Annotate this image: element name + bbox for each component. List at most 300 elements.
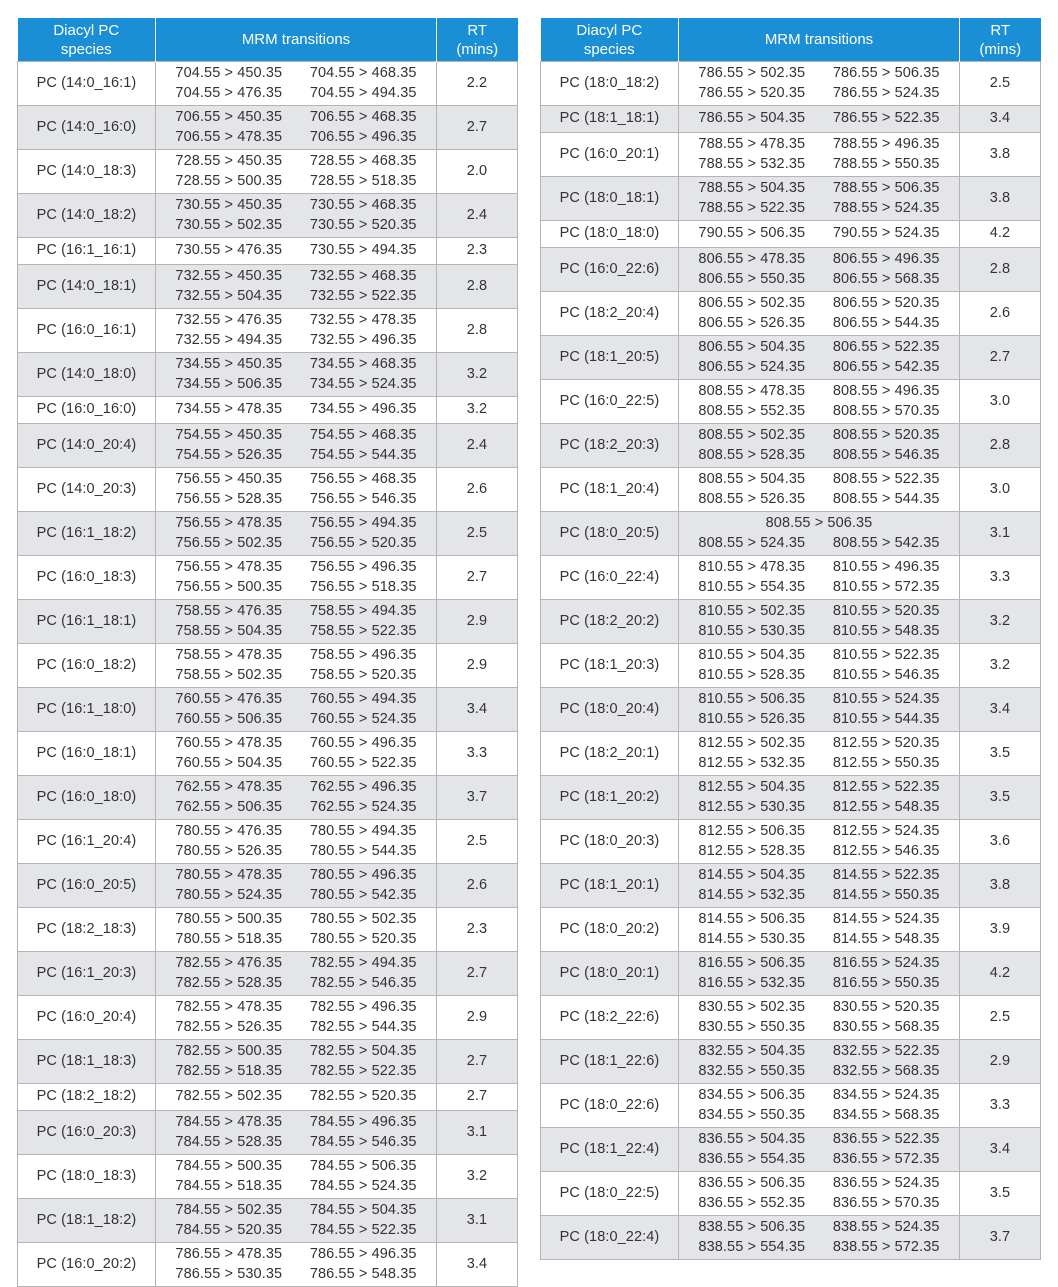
rt-cell: 3.2	[437, 353, 518, 397]
transition-value: 808.55 > 542.35	[832, 534, 940, 551]
rt-cell: 2.6	[437, 468, 518, 512]
rt-cell: 2.8	[960, 248, 1041, 292]
transition-value: 838.55 > 506.35	[698, 1219, 806, 1235]
transition-value: 816.55 > 532.35	[698, 974, 806, 991]
species-cell: PC (18:0_18:1)	[541, 177, 679, 221]
transition-value: 834.55 > 568.35	[832, 1106, 940, 1123]
transitions-cell	[156, 644, 437, 688]
species-cell: PC (16:1_18:2)	[18, 512, 156, 556]
species-cell: PC (16:1_16:1)	[18, 238, 156, 265]
transitions-cell	[156, 600, 437, 644]
transition-value: 830.55 > 520.35	[832, 999, 940, 1015]
transition-line	[156, 534, 436, 554]
transition-value: 782.55 > 494.35	[309, 955, 417, 971]
transition-value: 760.55 > 496.35	[309, 735, 417, 751]
table-row	[18, 512, 518, 556]
transition-value: 814.55 > 504.35	[698, 867, 806, 883]
transition-line	[156, 311, 436, 331]
transition-line	[679, 1194, 959, 1214]
species-cell: PC (14:0_20:3)	[18, 468, 156, 512]
transition-value: 760.55 > 476.35	[175, 691, 283, 707]
rt-cell: 3.9	[960, 908, 1041, 952]
table-row	[541, 292, 1041, 336]
transitions-cell	[679, 380, 960, 424]
transitions-cell	[679, 732, 960, 776]
rt-cell: 3.7	[437, 776, 518, 820]
transition-line	[679, 622, 959, 642]
transition-value: 756.55 > 450.35	[175, 471, 283, 487]
transition-value: 732.55 > 476.35	[175, 312, 283, 328]
table-row	[18, 776, 518, 820]
transition-value: 810.55 > 544.35	[832, 710, 940, 727]
transition-line	[679, 470, 959, 490]
rt-cell: 3.5	[960, 1172, 1041, 1216]
table-row	[541, 177, 1041, 221]
species-cell: PC (16:0_20:2)	[18, 1243, 156, 1287]
rt-cell: 3.4	[960, 1128, 1041, 1172]
species-cell: PC (18:1_18:2)	[18, 1199, 156, 1243]
transition-line	[156, 734, 436, 754]
transition-value: 808.55 > 524.35	[698, 534, 806, 551]
transitions-cell	[156, 1199, 437, 1243]
transition-line	[679, 886, 959, 906]
rt-cell: 2.4	[437, 424, 518, 468]
rt-cell: 3.4	[960, 106, 1041, 133]
transition-value: 756.55 > 518.35	[309, 578, 417, 595]
transition-value: 782.55 > 520.35	[309, 1088, 417, 1105]
transition-line	[156, 128, 436, 148]
transition-line	[156, 216, 436, 236]
transition-value: 760.55 > 504.35	[175, 754, 283, 771]
species-cell: PC (18:2_18:2)	[18, 1084, 156, 1111]
transitions-cell	[156, 468, 437, 512]
transition-value: 762.55 > 506.35	[175, 798, 283, 815]
transition-value: 732.55 > 494.35	[175, 331, 283, 348]
transition-value: 782.55 > 546.35	[309, 974, 417, 991]
transition-value: 810.55 > 504.35	[698, 647, 806, 663]
transition-value: 806.55 > 502.35	[698, 295, 806, 311]
table-row	[541, 776, 1041, 820]
species-cell: PC (16:0_18:2)	[18, 644, 156, 688]
transition-value: 780.55 > 520.35	[309, 930, 417, 947]
transition-line	[679, 84, 959, 104]
transition-value: 830.55 > 502.35	[698, 999, 806, 1015]
rt-cell: 2.7	[437, 106, 518, 150]
transitions-cell	[156, 732, 437, 776]
transition-value: 780.55 > 502.35	[309, 911, 417, 927]
transitions-cell	[156, 820, 437, 864]
header-transitions	[156, 18, 437, 62]
transition-line	[156, 954, 436, 974]
species-cell: PC (18:1_18:3)	[18, 1040, 156, 1084]
transition-value: 786.55 > 524.35	[832, 84, 940, 101]
transition-value: 762.55 > 496.35	[309, 779, 417, 795]
transitions-cell	[156, 150, 437, 194]
transition-value: 730.55 > 520.35	[309, 216, 417, 233]
species-cell: PC (18:0_22:4)	[541, 1216, 679, 1260]
transition-line	[156, 754, 436, 774]
transitions-cell	[679, 644, 960, 688]
transition-value: 758.55 > 496.35	[309, 647, 417, 663]
rt-cell: 3.8	[960, 177, 1041, 221]
rt-cell: 3.7	[960, 1216, 1041, 1260]
table-row	[18, 556, 518, 600]
transition-value: 788.55 > 504.35	[698, 180, 806, 196]
right-table-body	[541, 62, 1041, 1260]
transitions-cell	[679, 908, 960, 952]
transition-value: 756.55 > 528.35	[175, 490, 283, 507]
transition-value: 808.55 > 544.35	[832, 490, 940, 507]
transition-value: 788.55 > 522.35	[698, 199, 806, 216]
transition-value: 756.55 > 546.35	[309, 490, 417, 507]
rt-cell: 3.2	[437, 397, 518, 424]
transitions-cell	[156, 62, 437, 106]
transition-value: 758.55 > 494.35	[309, 603, 417, 619]
rt-cell: 3.0	[960, 468, 1041, 512]
transition-value: 814.55 > 548.35	[832, 930, 940, 947]
species-cell: PC (14:0_18:2)	[18, 194, 156, 238]
transitions-cell	[156, 238, 437, 265]
transition-value: 810.55 > 530.35	[698, 622, 806, 639]
table-row	[541, 644, 1041, 688]
transitions-cell	[679, 556, 960, 600]
rt-cell: 2.8	[437, 309, 518, 353]
species-cell: PC (18:2_20:2)	[541, 600, 679, 644]
transition-line	[679, 1174, 959, 1194]
rt-cell: 2.0	[437, 150, 518, 194]
species-cell: PC (16:0_20:5)	[18, 864, 156, 908]
transition-value: 812.55 > 520.35	[832, 735, 940, 751]
transition-value: 728.55 > 500.35	[175, 172, 283, 189]
transition-line	[679, 1042, 959, 1062]
transition-value: 806.55 > 526.35	[698, 314, 806, 331]
transition-line	[156, 331, 436, 351]
species-cell: PC (18:0_20:5)	[541, 512, 679, 556]
species-cell: PC (18:0_18:0)	[541, 221, 679, 248]
species-cell: PC (18:1_22:4)	[541, 1128, 679, 1172]
transition-line	[156, 514, 436, 534]
transition-line	[679, 754, 959, 774]
transition-value: 780.55 > 542.35	[309, 886, 417, 903]
species-cell: PC (14:0_18:3)	[18, 150, 156, 194]
transition-line	[679, 646, 959, 666]
transition-value: 730.55 > 476.35	[175, 242, 283, 259]
species-cell: PC (16:0_22:5)	[541, 380, 679, 424]
transition-value: 786.55 > 504.35	[698, 110, 806, 127]
transition-value: 812.55 > 504.35	[698, 779, 806, 795]
transitions-cell	[679, 133, 960, 177]
transition-value: 812.55 > 524.35	[832, 823, 940, 839]
transition-line	[156, 690, 436, 710]
transitions-cell	[679, 62, 960, 106]
species-cell: PC (16:0_20:3)	[18, 1111, 156, 1155]
table-row	[18, 644, 518, 688]
transitions-cell	[156, 776, 437, 820]
transition-value: 836.55 > 524.35	[832, 1175, 940, 1191]
transitions-cell	[156, 1155, 437, 1199]
transitions-cell	[156, 864, 437, 908]
transition-value: 832.55 > 568.35	[832, 1062, 940, 1079]
transition-value: 782.55 > 526.35	[175, 1018, 283, 1035]
transition-value: 806.55 > 520.35	[832, 295, 940, 311]
table-row	[18, 353, 518, 397]
transition-value: 812.55 > 522.35	[832, 779, 940, 795]
transition-line	[679, 446, 959, 466]
transition-value: 706.55 > 478.35	[175, 128, 283, 145]
table-row	[18, 864, 518, 908]
transition-value: 780.55 > 526.35	[175, 842, 283, 859]
transition-value: 810.55 > 546.35	[832, 666, 940, 683]
transition-line	[679, 1062, 959, 1082]
species-cell: PC (16:0_16:0)	[18, 397, 156, 424]
transition-value: 730.55 > 502.35	[175, 216, 283, 233]
transition-value: 730.55 > 494.35	[309, 242, 417, 259]
rt-cell: 3.6	[960, 820, 1041, 864]
transition-value: 836.55 > 522.35	[832, 1131, 940, 1147]
transition-value: 732.55 > 450.35	[175, 268, 283, 284]
transition-line	[156, 778, 436, 798]
transition-line	[156, 84, 436, 104]
transition-value: 838.55 > 554.35	[698, 1238, 806, 1255]
transition-value: 732.55 > 522.35	[309, 287, 417, 304]
transition-value: 836.55 > 572.35	[832, 1150, 940, 1167]
table-row	[541, 512, 1041, 556]
transition-line	[156, 1062, 436, 1082]
table-row	[541, 732, 1041, 776]
table-row	[541, 221, 1041, 248]
transition-line	[156, 1265, 436, 1285]
transition-value: 734.55 > 468.35	[309, 356, 417, 372]
transition-value: 806.55 > 568.35	[832, 270, 940, 287]
rt-cell: 3.5	[960, 776, 1041, 820]
table-row	[541, 952, 1041, 996]
transition-line	[679, 1106, 959, 1126]
transition-value: 730.55 > 450.35	[175, 197, 283, 213]
table-row	[18, 424, 518, 468]
header-rt-text: RT (mins)	[979, 21, 1022, 58]
transition-line	[156, 1042, 436, 1062]
transition-line	[679, 534, 959, 554]
transition-value: 808.55 > 504.35	[698, 471, 806, 487]
transition-value: 782.55 > 500.35	[175, 1043, 283, 1059]
transition-value: 788.55 > 524.35	[832, 199, 940, 216]
species-cell: PC (18:0_22:5)	[541, 1172, 679, 1216]
transition-line	[156, 241, 436, 261]
transition-line	[679, 1130, 959, 1150]
transition-line	[156, 1133, 436, 1153]
species-cell: PC (14:0_16:1)	[18, 62, 156, 106]
header-row	[541, 18, 1041, 62]
transition-line	[679, 1238, 959, 1258]
table-row	[18, 688, 518, 732]
transition-line	[156, 1087, 436, 1107]
transition-line	[679, 798, 959, 818]
transition-value: 782.55 > 502.35	[175, 1088, 283, 1105]
transitions-cell	[679, 292, 960, 336]
transition-value: 784.55 > 496.35	[309, 1114, 417, 1130]
transitions-cell	[679, 952, 960, 996]
transition-value: 832.55 > 550.35	[698, 1062, 806, 1079]
transition-value: 784.55 > 518.35	[175, 1177, 283, 1194]
transition-value: 784.55 > 502.35	[175, 1202, 283, 1218]
table-row	[541, 424, 1041, 468]
transition-line	[679, 778, 959, 798]
transition-value: 760.55 > 522.35	[309, 754, 417, 771]
transition-value: 810.55 > 522.35	[832, 647, 940, 663]
transitions-cell	[156, 688, 437, 732]
transition-line	[156, 196, 436, 216]
header-species-text: Diacyl PC species	[53, 21, 120, 58]
transition-line	[679, 822, 959, 842]
transitions-cell	[156, 908, 437, 952]
transition-value: 812.55 > 550.35	[832, 754, 940, 771]
rt-cell: 3.4	[437, 688, 518, 732]
transition-value: 806.55 > 478.35	[698, 251, 806, 267]
transitions-cell	[156, 265, 437, 309]
table-row	[18, 952, 518, 996]
transition-value: 830.55 > 550.35	[698, 1018, 806, 1035]
transition-line	[679, 998, 959, 1018]
transition-value: 810.55 > 496.35	[832, 559, 940, 575]
species-cell: PC (16:0_18:0)	[18, 776, 156, 820]
transition-value: 814.55 > 524.35	[832, 911, 940, 927]
transition-value: 808.55 > 526.35	[698, 490, 806, 507]
rt-cell: 2.3	[437, 238, 518, 265]
transition-line	[679, 1218, 959, 1238]
table-row	[541, 336, 1041, 380]
table-row	[18, 468, 518, 512]
transition-line	[679, 490, 959, 510]
rt-cell: 3.2	[960, 600, 1041, 644]
transition-value: 706.55 > 496.35	[309, 128, 417, 145]
table-row	[541, 820, 1041, 864]
table-row	[18, 1084, 518, 1111]
header-rt	[437, 18, 518, 62]
transitions-cell	[156, 309, 437, 353]
transition-value: 756.55 > 500.35	[175, 578, 283, 595]
transitions-cell	[679, 424, 960, 468]
transition-value: 810.55 > 478.35	[698, 559, 806, 575]
transition-line	[156, 426, 436, 446]
transitions-cell	[679, 106, 960, 133]
transition-value: 838.55 > 572.35	[832, 1238, 940, 1255]
rt-cell: 2.5	[960, 996, 1041, 1040]
transition-value: 728.55 > 518.35	[309, 172, 417, 189]
transition-value: 810.55 > 526.35	[698, 710, 806, 727]
transition-value: 758.55 > 504.35	[175, 622, 283, 639]
right-table	[540, 18, 1041, 1260]
transition-value: 810.55 > 506.35	[698, 691, 806, 707]
table-row	[18, 996, 518, 1040]
transition-line	[679, 64, 959, 84]
table-row	[18, 1111, 518, 1155]
transition-line	[679, 910, 959, 930]
transition-value: 808.55 > 570.35	[832, 402, 940, 419]
transition-value: 706.55 > 450.35	[175, 109, 283, 125]
species-cell: PC (18:0_18:2)	[541, 62, 679, 106]
table-row	[18, 732, 518, 776]
table-row	[541, 468, 1041, 512]
transition-line	[679, 602, 959, 622]
transition-value: 780.55 > 518.35	[175, 930, 283, 947]
transition-value: 836.55 > 570.35	[832, 1194, 940, 1211]
transition-value: 784.55 > 528.35	[175, 1133, 283, 1150]
transition-value: 812.55 > 546.35	[832, 842, 940, 859]
table-row	[18, 820, 518, 864]
transitions-cell	[156, 556, 437, 600]
transition-line	[679, 866, 959, 886]
transition-line	[679, 294, 959, 314]
transition-line	[156, 1177, 436, 1197]
transition-line	[679, 954, 959, 974]
transition-value: 762.55 > 478.35	[175, 779, 283, 795]
transition-value: 810.55 > 572.35	[832, 578, 940, 595]
table-row	[541, 996, 1041, 1040]
transition-value: 834.55 > 506.35	[698, 1087, 806, 1103]
rt-cell: 2.9	[437, 996, 518, 1040]
rt-cell: 3.2	[437, 1155, 518, 1199]
transition-line	[156, 267, 436, 287]
transitions-cell	[156, 1084, 437, 1111]
transition-line	[679, 1150, 959, 1170]
species-cell: PC (16:0_22:6)	[541, 248, 679, 292]
transition-value: 806.55 > 550.35	[698, 270, 806, 287]
transition-value: 780.55 > 500.35	[175, 911, 283, 927]
transition-value: 838.55 > 524.35	[832, 1219, 940, 1235]
transition-value: 732.55 > 468.35	[309, 268, 417, 284]
transition-line	[156, 710, 436, 730]
transition-line	[156, 910, 436, 930]
transition-value: 784.55 > 524.35	[309, 1177, 417, 1194]
transitions-cell	[679, 1216, 960, 1260]
transition-value: 784.55 > 506.35	[309, 1158, 417, 1174]
transition-value: 812.55 > 502.35	[698, 735, 806, 751]
header-species	[541, 18, 679, 62]
transitions-cell	[679, 468, 960, 512]
transition-value: 786.55 > 520.35	[698, 84, 806, 101]
table-row	[541, 864, 1041, 908]
transitions-cell	[679, 248, 960, 292]
transition-value: 704.55 > 468.35	[309, 65, 417, 81]
transition-line	[679, 135, 959, 155]
transition-value: 784.55 > 478.35	[175, 1114, 283, 1130]
species-cell: PC (16:0_18:1)	[18, 732, 156, 776]
rt-cell: 2.6	[437, 864, 518, 908]
transition-value: 762.55 > 524.35	[309, 798, 417, 815]
transition-value: 816.55 > 524.35	[832, 955, 940, 971]
transition-value: 782.55 > 544.35	[309, 1018, 417, 1035]
rt-cell: 2.6	[960, 292, 1041, 336]
transition-value: 784.55 > 500.35	[175, 1158, 283, 1174]
table-row	[18, 194, 518, 238]
table-row	[18, 1040, 518, 1084]
transition-value: 732.55 > 496.35	[309, 331, 417, 348]
transition-value: 782.55 > 504.35	[309, 1043, 417, 1059]
species-cell: PC (16:1_20:4)	[18, 820, 156, 864]
transitions-cell	[156, 996, 437, 1040]
transition-value: 806.55 > 522.35	[832, 339, 940, 355]
transition-value: 816.55 > 506.35	[698, 955, 806, 971]
transition-line	[156, 1113, 436, 1133]
rt-cell: 2.5	[960, 62, 1041, 106]
transition-value: 832.55 > 522.35	[832, 1043, 940, 1059]
transition-value: 782.55 > 518.35	[175, 1062, 283, 1079]
transition-value: 782.55 > 522.35	[309, 1062, 417, 1079]
header-transitions-text: MRM transitions	[241, 31, 351, 48]
transition-line	[156, 490, 436, 510]
transition-value: 814.55 > 532.35	[698, 886, 806, 903]
transition-value: 814.55 > 530.35	[698, 930, 806, 947]
